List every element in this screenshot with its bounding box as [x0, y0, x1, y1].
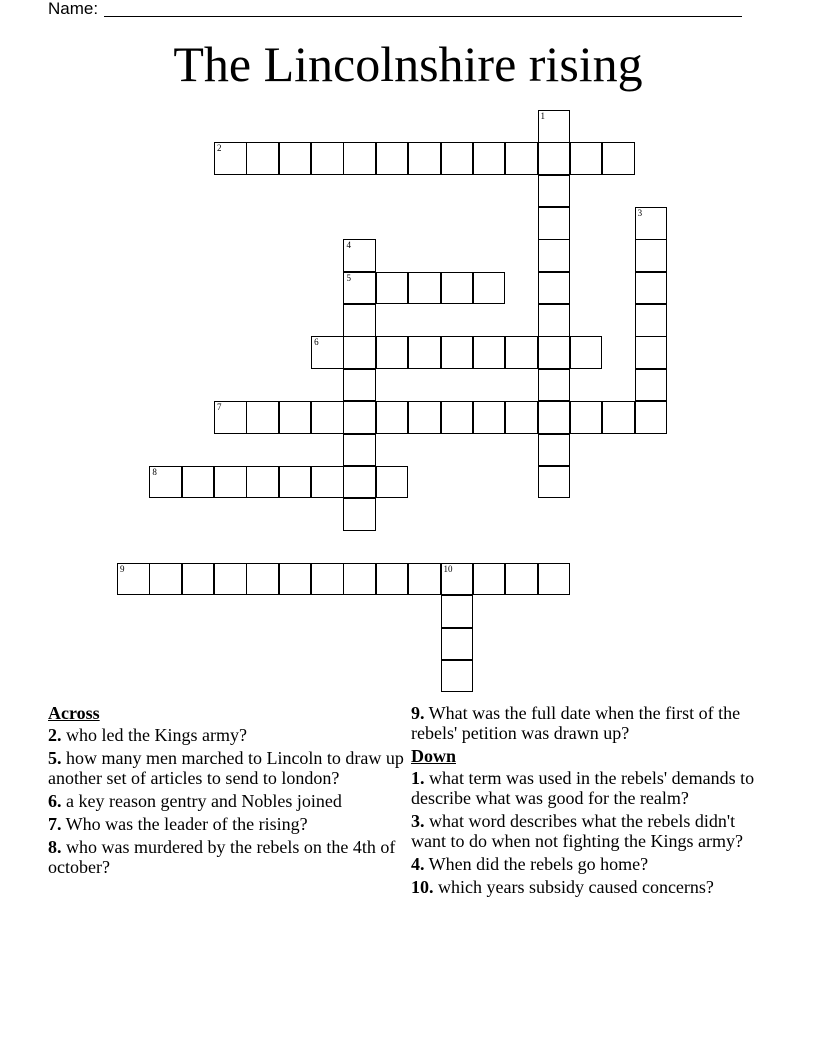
grid-cell[interactable] [602, 401, 635, 434]
grid-cell[interactable] [343, 563, 376, 596]
grid-cell[interactable] [473, 401, 506, 434]
grid-cell[interactable] [538, 175, 571, 208]
grid-cell[interactable] [570, 142, 603, 175]
grid-cell[interactable] [441, 628, 474, 661]
grid-cell[interactable] [538, 369, 571, 402]
clue-text: what term was used in the rebels' demands to describe what was good for the realm? [411, 768, 755, 808]
down-clue-4 [411, 854, 756, 874]
grid-cell[interactable] [635, 336, 668, 369]
clue-number-label: 10 [443, 563, 453, 574]
grid-cell[interactable] [343, 401, 376, 434]
clue-number-label: 4 [346, 240, 351, 251]
clue-number-label: 3 [637, 208, 643, 219]
grid-cell[interactable] [343, 369, 376, 402]
grid-cell[interactable] [376, 142, 409, 175]
grid-cell[interactable] [279, 401, 312, 434]
grid-cell[interactable] [343, 434, 376, 467]
grid-cell[interactable] [602, 142, 635, 175]
across-clue-7 [48, 814, 408, 834]
down-clue-3 [411, 811, 756, 851]
across-clue-8 [48, 837, 408, 877]
grid-cell[interactable] [311, 142, 344, 175]
down-heading: Down [411, 746, 457, 766]
clue-number: 1. [411, 768, 425, 788]
clue-number: 10. [411, 877, 434, 897]
grid-cell[interactable] [279, 142, 312, 175]
grid-cell[interactable] [538, 336, 571, 369]
grid-cell[interactable] [117, 563, 150, 596]
grid-cell[interactable] [246, 466, 279, 499]
grid-cell[interactable] [343, 498, 376, 531]
clue-text: Who was the leader of the rising? [61, 814, 308, 834]
grid-cell[interactable] [505, 142, 538, 175]
grid-cell[interactable] [408, 142, 441, 175]
grid-cell[interactable] [214, 401, 247, 434]
grid-cell[interactable] [473, 142, 506, 175]
clue-number-label: 7 [217, 402, 222, 413]
clue-text: what word describes what the rebels didn't want to do when not fighting the Kings army? [411, 811, 743, 851]
grid-cell[interactable] [343, 142, 376, 175]
grid-cell[interactable] [376, 336, 409, 369]
grid-cell[interactable] [538, 401, 571, 434]
grid-cell[interactable] [538, 466, 571, 499]
across-clue-5 [48, 748, 408, 788]
clue-number-label: 5 [346, 272, 351, 283]
clues-column-left [48, 703, 408, 880]
clue-number: 7. [48, 814, 62, 834]
grid-cell[interactable] [279, 563, 312, 596]
grid-cell[interactable] [635, 401, 668, 434]
clue-text: who led the Kings army? [61, 725, 247, 745]
clue-number-label: 8 [152, 466, 157, 477]
down-clue-10 [411, 877, 756, 897]
grid-cell[interactable] [538, 207, 571, 240]
grid-cell[interactable] [441, 336, 474, 369]
grid-cell[interactable] [246, 401, 279, 434]
grid-cell[interactable] [635, 272, 668, 305]
grid-cell[interactable] [376, 563, 409, 596]
clue-number: 6. [48, 791, 62, 811]
grid-cell[interactable] [376, 466, 409, 499]
grid-cell[interactable] [246, 142, 279, 175]
clue-number-label: 9 [120, 563, 125, 574]
clue-number: 2. [48, 725, 62, 745]
grid-cell[interactable] [214, 142, 247, 175]
grid-cell[interactable] [538, 110, 571, 143]
grid-cell[interactable] [473, 563, 506, 596]
grid-cell[interactable] [538, 142, 571, 175]
grid-cell[interactable] [311, 466, 344, 499]
grid-cell[interactable] [408, 401, 441, 434]
grid-cell[interactable] [505, 563, 538, 596]
clue-text: What was the full date when the first of the rebels' petition was drawn up? [411, 703, 741, 743]
clue-text: a key reason gentry and Nobles joined [61, 791, 342, 811]
across-clue-6 [48, 791, 408, 811]
name-label: Name: [48, 0, 99, 18]
grid-cell[interactable] [279, 466, 312, 499]
grid-cell[interactable] [343, 239, 376, 272]
page-title: The Lincolnshire rising [173, 36, 643, 92]
grid-cell[interactable] [376, 401, 409, 434]
grid-cell[interactable] [635, 207, 668, 240]
grid-cell[interactable] [635, 239, 668, 272]
grid-cell[interactable] [149, 466, 182, 499]
grid-cell[interactable] [538, 434, 571, 467]
grid-cell[interactable] [570, 401, 603, 434]
grid-cell[interactable] [505, 401, 538, 434]
down-clue-1 [411, 768, 756, 808]
grid-cell[interactable] [408, 272, 441, 305]
grid-cell[interactable] [408, 563, 441, 596]
clue-number-label: 2 [217, 143, 222, 154]
grid-cell[interactable] [376, 272, 409, 305]
grid-cell[interactable] [182, 466, 215, 499]
grid-cell[interactable] [505, 336, 538, 369]
grid-cell[interactable] [570, 336, 603, 369]
across-heading: Across [48, 703, 100, 723]
grid-cell[interactable] [246, 563, 279, 596]
grid-cell[interactable] [182, 563, 215, 596]
grid-cell[interactable] [408, 336, 441, 369]
grid-cell[interactable] [441, 563, 474, 596]
clue-text: which years subsidy caused concerns? [433, 877, 714, 897]
clue-number: 8. [48, 837, 62, 857]
grid-cell[interactable] [635, 304, 668, 337]
grid-cell[interactable] [311, 336, 344, 369]
clue-text: who was murdered by the rebels on the 4th of october? [48, 837, 396, 877]
grid-cell[interactable] [473, 272, 506, 305]
grid-cell[interactable] [214, 466, 247, 499]
grid-cell[interactable] [311, 563, 344, 596]
grid-cell[interactable] [343, 304, 376, 337]
grid-cell[interactable] [214, 563, 247, 596]
grid-cell[interactable] [441, 595, 474, 628]
clue-text: how many men marched to Lincoln to draw up another set of articles to send to london? [48, 748, 404, 788]
grid-cell[interactable] [343, 272, 376, 305]
clue-number: 3. [411, 811, 425, 831]
clue-number-label: 1 [540, 111, 546, 121]
grid-cell[interactable] [441, 142, 474, 175]
clue-number-label: 6 [314, 337, 319, 348]
across-clue-2 [48, 725, 408, 745]
grid-cell[interactable] [441, 660, 474, 693]
grid-cell[interactable] [538, 239, 571, 272]
grid-cell[interactable] [441, 401, 474, 434]
grid-cell[interactable] [441, 272, 474, 305]
clue-number: 9. [411, 703, 425, 723]
grid-cell[interactable] [343, 336, 376, 369]
grid-cell[interactable] [311, 401, 344, 434]
grid-cell[interactable] [538, 563, 571, 596]
clue-number: 4. [411, 854, 425, 874]
grid-cell[interactable] [538, 304, 571, 337]
grid-cell[interactable] [343, 466, 376, 499]
grid-cell[interactable] [538, 272, 571, 305]
grid-cell[interactable] [149, 563, 182, 596]
clues-column-right [411, 703, 756, 900]
grid-cell[interactable] [473, 336, 506, 369]
clue-number: 5. [48, 748, 62, 768]
clue-text: When did the rebels go home? [424, 854, 649, 874]
grid-cell[interactable] [635, 369, 668, 402]
across-clue-9 [411, 703, 756, 743]
